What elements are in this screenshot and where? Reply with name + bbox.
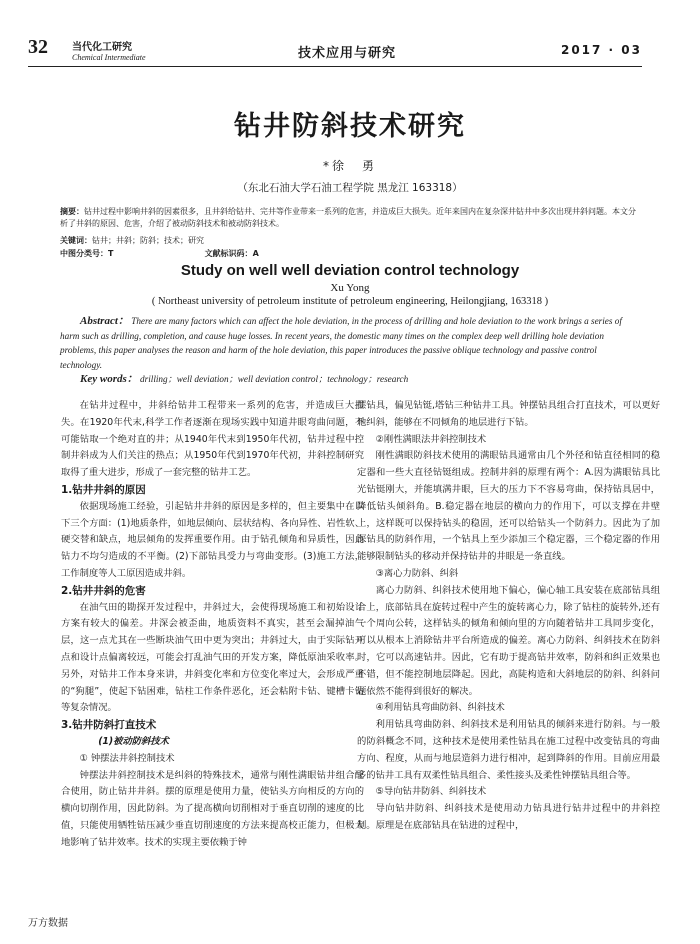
doc-code-value: A <box>252 249 259 258</box>
section-title: 技术应用与研究 <box>298 46 397 61</box>
keywords-text: 钻井；井斜；防斜；技术；研究 <box>92 236 204 245</box>
list-item-heading: ③离心力防斜、纠斜 <box>375 567 459 579</box>
article-affiliation: （东北石油大学石油工程学院 黑龙江 163318） <box>237 182 463 194</box>
paragraph: 依据现场施工经验，引起钻井井斜的原因是多样的，但主要集中在以下三个方面：(1)地质条件，如地层倾向、层状结构、各向异性、岩性软、硬交替和缺点，地层倾角的发挥重要作用。由于钻孔倾角和异质性，因此钻力不均匀造成的不平衡。(2)下部钻具受力与弯曲变形。(3)施工方法，工作制度等人工原因造成井斜。 <box>61 500 364 579</box>
issue-number: 2017 · 03 <box>560 43 642 57</box>
paragraph: 导向钻井防斜、纠斜技术是使用动力钻具进行钻井过程中的井斜控制。原理是在底部钻具在钻进的过程中， <box>357 803 660 831</box>
journal-name-en: Chemical Intermediate <box>72 53 146 62</box>
paragraph: 离心力防斜、纠斜技术使用地下偏心，偏心轴工具安装在底部钻具组合上，底部钻具在旋转过程中产生的旋转离心力，除了钻柱的旋转外,还有一个周向公转，这样钻头的倾角和倾向里的方向随着钻井工具同步变化，可以从根本上消除钻井平台所造成的偏差。离心力防斜、纠斜技术在防斜时，它可以高速钻井。因此，它有助于提高钻井效率，防斜和纠正效果也不错，但不能控制地层降起。因此，高陡构造和大斜地层的防斜、纠斜问题依然不能得到很好的解决。 <box>357 584 660 697</box>
page-number: 32 <box>28 36 48 58</box>
paragraph: 在钻井过程中，井斜给钻井工程带来一系列的危害，并造成巨大损失。在1920年代末,科学工作者逐渐在现场实践中知道井眼弯曲问题，不可能钻取一个绝对直的井；从1940年代末到1950年代初，钻井过程中控制井斜成为人们关注的热点；从1950年代到1970年代初，井斜控制研究取得了重大进步，形成了一套完整的钻井工艺。 <box>61 400 364 479</box>
paragraph: 在油气田的勘探开发过程中，井斜过大，会使得现场施工和初始设计方案有较大的偏差。井深会被歪曲，地质资料不真实，甚至会漏掉油气层，这一点尤其在一些断块油气田中更为突出；井斜过大，由于实际钻开点和设计点偏离较远，可能会打乱油气田的开发方案，降低原油采收率。另外，对钻井工作本身来讲，井斜变化率和方位变化率过大，会形成严重的“狗腿”，使起下钻困难，钻柱工作条件恶化，还会粘附卡钻、键槽卡钻等复杂情况。 <box>61 601 364 714</box>
english-author: Xu Yong <box>330 282 370 294</box>
abstract-text: 钻井过程中影响井斜的因素很多，且井斜给钻井、完井等作业带来一系列的危害，并造成巨大损失。近年来国内在复杂深井钻井中多次出现井斜问题。本文分析了井斜的原因、危害，介绍了被动防斜技术和被动防斜技术。 <box>60 207 636 228</box>
subsection-heading: (1)被动防斜技术 <box>98 735 169 747</box>
list-item-heading: ④利用钻具弯曲防斜、纠斜技术 <box>375 702 505 714</box>
page-header <box>28 36 642 64</box>
cn-keywords <box>60 235 640 247</box>
english-affiliation: ( Northeast university of petroleum institute of petroleum engineering, Heilongjiang, 163318 ) <box>151 296 549 307</box>
english-keywords-label: Key words： <box>80 373 138 385</box>
section-heading: 3.钻井防斜打直技术 <box>61 719 157 732</box>
list-item-heading: ⑤导向钻井防斜、纠斜技术 <box>375 786 487 798</box>
keywords-label: 关键词： <box>60 236 92 245</box>
paragraph: 钟摆法井斜控制技术是纠斜的特殊技术，通常与刚性满眼钻井组合配合使用，防止钻井井斜。摆的原理是使用力量，使钻头方向相反的方向的横向切削作用，因此防斜。为了提高横向切削相对于垂直切削的速度的比值，只能使用牺牲钻压减少垂直切削速度的方法来提高校正能力，但极大地影响了钻井效率。技术的实现主要依赖于钟 <box>61 769 364 848</box>
english-abstract-text: There are many factors which can affect the hole deviation, in the process of drilling and hole deviation to the work brings a series of harm such as drilling, completion, and cause huge losses. In recent years, the domestic many times on the complex deep well drilling hole deviation problems, this paper analyses the reason and harm of the hole deviation, this paper introduces the passive oblique technology and passive control technology. <box>60 316 622 370</box>
header-rule <box>28 66 642 67</box>
section-heading: 2.钻井井斜的危害 <box>61 584 146 597</box>
clc-label: 中图分类号： <box>60 249 108 258</box>
footer-source: 万方数据 <box>28 918 68 929</box>
english-keywords <box>80 370 408 386</box>
paragraph: 摆钻具，偏见钻铤,塔钻三种钻井工具。钟摆钻具组合打直技术，可以更好地纠斜，能够在不同倾角的地层进行下钻。 <box>357 400 660 428</box>
article-author: *徐 勇 <box>322 159 377 173</box>
english-title: Study on well well deviation control technology <box>180 262 520 279</box>
list-item-heading: ②刚性满眼法井斜控制技术 <box>375 433 487 445</box>
cn-classification <box>60 248 640 260</box>
doc-code-label: 文献标识码： <box>204 249 253 258</box>
abstract-label: 摘要： <box>60 207 84 216</box>
cn-abstract <box>60 206 640 229</box>
journal-name-cn: 当代化工研究 <box>72 42 132 53</box>
english-abstract-label: Abstract： <box>80 315 129 327</box>
list-item-heading: ① 钟摆法井斜控制技术 <box>79 752 175 764</box>
clc-value: T <box>108 249 114 258</box>
english-abstract <box>60 314 640 372</box>
article-title: 钻井防斜技术研究 <box>234 111 466 142</box>
journal-name <box>72 38 146 62</box>
body-left-column <box>61 398 364 852</box>
body-right-column <box>357 398 660 835</box>
english-keywords-text: drilling；well deviation；well deviation control；technology；research <box>140 374 409 384</box>
paragraph: 利用钻具弯曲防斜、纠斜技术是利用钻具的倾斜来进行防斜。与一般的防斜概念不同，这种技术是使用柔性钻具在施工过程中改变钻具的弯曲方向、程度，从而与地层造斜力进行相冲，起到降斜的作用。目前应用最多的钻井工具有双柔性钻具组合、柔性接头及柔性钟摆钻具组合等。 <box>357 719 660 781</box>
paragraph: 刚性满眼防斜技术使用的满眼钻具通常由几个外径和钻直径相同的稳定器和一些大直径钻铤组成。控制井斜的原理有两个：A.因为满眼钻具比光钻铤刚大，并能填满井眼，巨大的压力下不容易弯曲，保持钻具居中，降低钻头倾斜角。B.稳定器在地层的横向力的作用下，可以支撑在井壁上，这样既可以保持钻头的稳固，还可以给钻头一个防斜力。因此为了加深钻具的防斜作用，一个钻具上至少添加三个稳定器，三个稳定器的作用能够限制钻头的移动并保持钻井的井眼是一条直线。 <box>357 450 660 563</box>
section-heading: 1.钻井井斜的原因 <box>61 483 146 496</box>
